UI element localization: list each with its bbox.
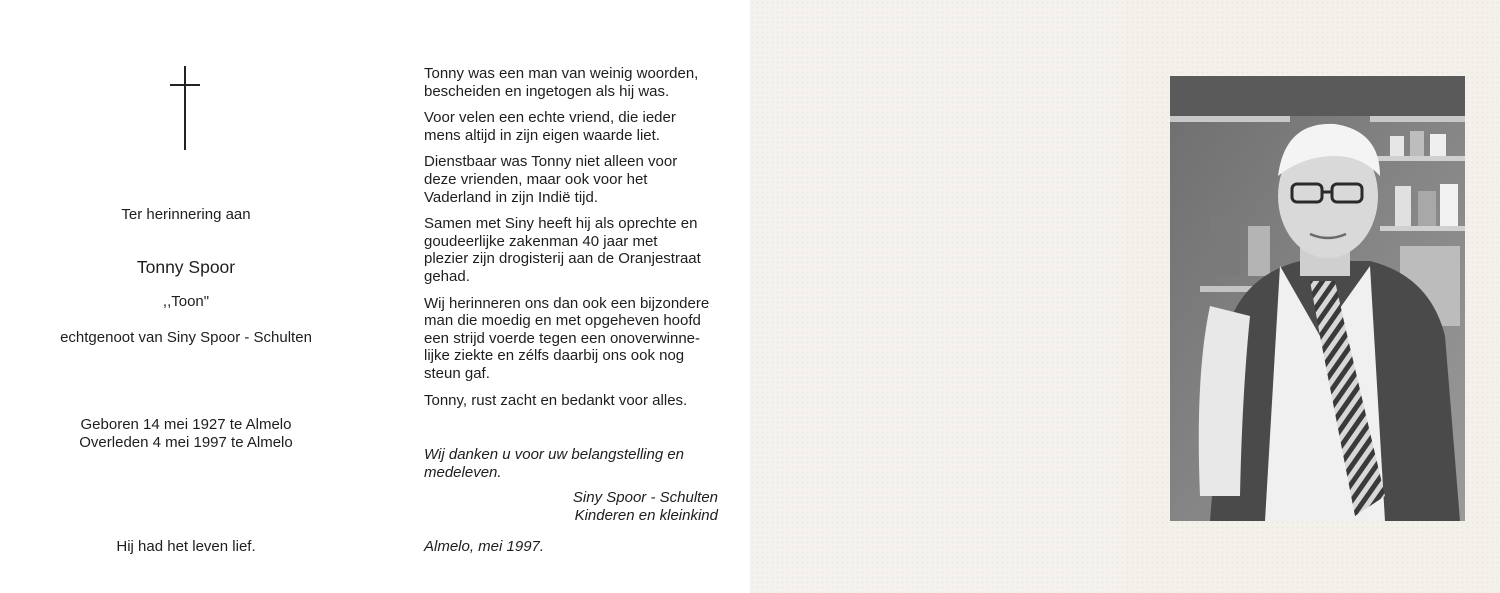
spouse-line: echtgenoot van Siny Spoor - Schulten [60,329,312,346]
poem-line: goudeerlijke zakenman 40 jaar met [424,232,658,250]
memory-line: Ter herinnering aan [121,206,251,223]
death-line: Overleden 4 mei 1997 te Almelo [79,434,293,451]
portrait-photo [1170,76,1465,521]
poem-line: Tonny was een man van weinig woorden, [424,65,699,82]
poem-line: Dienstbaar was Tonny niet alleen voor [424,153,678,171]
poem-line: Vaderland in zijn Indië tijd. [424,188,598,206]
poem-line: Samen met Siny heeft hij als oprechte en [424,215,698,233]
deceased-name: Tonny Spoor [136,257,236,277]
poem-line: deze vrienden, maar ook voor het [424,170,648,188]
poem-line: Voor velen een echte vriend, die ieder [424,109,676,127]
poem-paragraph [424,215,734,285]
signature [424,489,718,525]
poem-line: Tonny, rust zacht en bedankt voor alles. [424,391,688,409]
poem-paragraph [424,153,734,206]
poem-paragraph [424,65,734,100]
poem-line: man die moedig en met opgeheven hoofd [424,312,701,330]
birth-line: Geboren 14 mei 1927 te Almelo [80,416,292,433]
thanks-note [424,446,724,482]
nickname: ,,Toon" [162,293,210,310]
poem-paragraph [424,295,734,383]
card-back-photo [1125,0,1500,593]
signature-line: Siny Spoor - Schulten [572,489,718,506]
card-front-right [375,0,750,593]
poem-line: een strijd voerde tegen een onoverwinne- [424,329,701,347]
poem-line: steun gaf. [424,364,490,382]
poem-line: gehad. [424,267,470,285]
card-back-blank [750,0,1125,593]
thanks-line: Wij danken u voor uw belangstelling en [424,446,685,463]
poem-paragraph [424,392,734,410]
card-front-left [0,0,375,593]
motto: Hij had het leven lief. [116,538,256,555]
poem-line: bescheiden en ingetogen als hij was. [424,82,670,100]
signature-line: Kinderen en kleinkind [574,507,718,524]
place-date: Almelo, mei 1997. [424,538,545,555]
poem-line: Wij herinneren ons dan ook een bijzondere [424,294,710,312]
poem-line: lijke ziekte en zélfs daarbij ons ook nog [424,347,685,365]
poem-line: plezier zijn drogisterij aan de Oranjestraat [424,250,701,268]
poem-paragraph [424,109,734,144]
thanks-line: medeleven. [424,464,502,481]
poem-line: mens altijd in zijn eigen waarde liet. [424,126,660,144]
poem [424,65,734,418]
cross-icon [170,66,200,150]
